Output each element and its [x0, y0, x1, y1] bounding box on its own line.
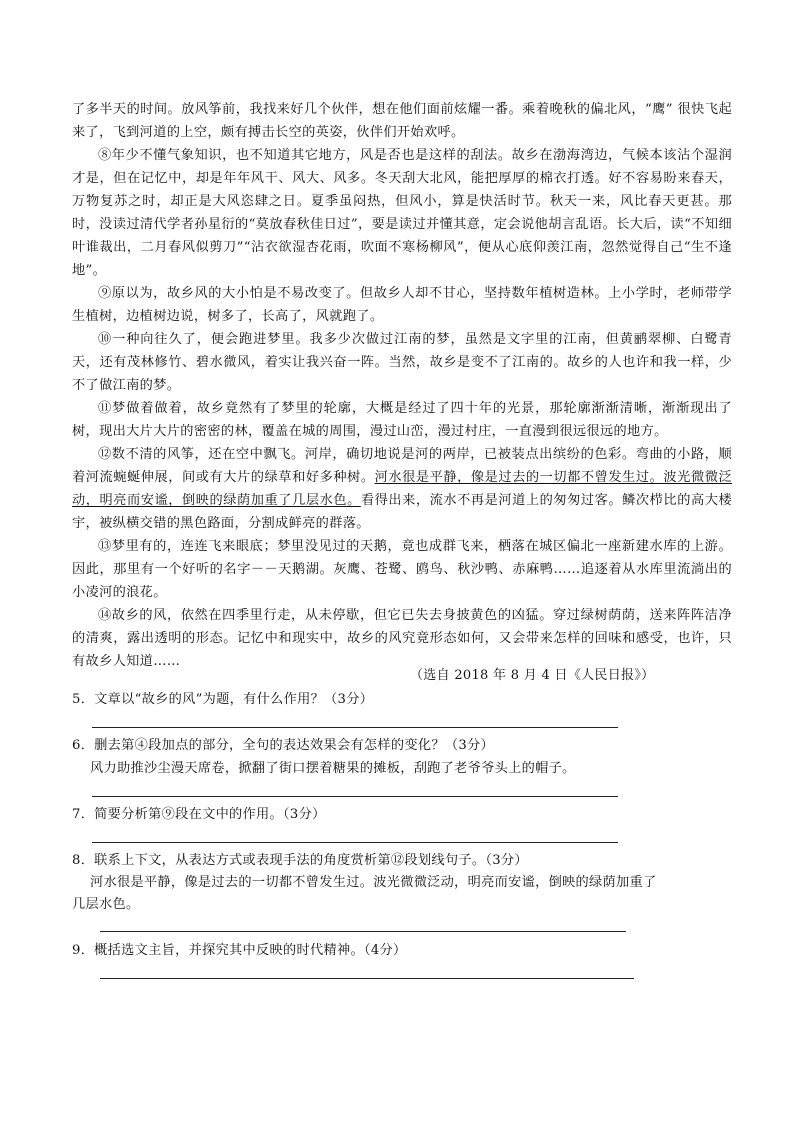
paragraph-9: ⑨原以为，故乡风的大小怕是不易改变了。但故乡人却不甘心，坚持数年植树造林。上小学时，老师带学生植树，边植树边说，树多了，长高了，风就跑了。: [72, 286, 732, 325]
question-6: 6．删去第④段加点的部分，全句的表达效果会有怎样的变化？（3分）: [72, 738, 495, 753]
article-source: （选自 2018 年 8 月 4 日《人民日报》）: [410, 668, 655, 683]
question-8-quote: 河水很是平静，像是过去的一切都不曾发生过。波光微微泛动，明亮而安谧，倒映的绿荫加重了几层水色。: [72, 875, 657, 912]
paragraph-8: ⑧年少不懂气象知识，也不知道其它地方，风是否也是这样的刮法。故乡在渤海湾边，气候本该沾个湿润才是，但在记忆中，却是年年风干、风大、风多。冬天刮大北风，能把厚厚的棉衣打透。好不容易盼来春天，万物复苏之时，却正是大风恣肆之日。夏季虽闷热，但风小，算是快活时节。秋天一来，风比春天更甚。那时，没读过清代学者孙星衍的“莫放春秋佳日过”，要是读过并懂其意，定会说他胡言乱语。长大后，读“不知细叶谁裁出，二月春风似剪刀”“沾衣欲湿杏花雨，吹面不寒杨柳风”，便从心底仰羡江南，忽然觉得自己“生不逢地”。: [72, 148, 732, 279]
answer-line-q6[interactable]: [92, 796, 618, 797]
answer-line-q7[interactable]: [92, 842, 618, 843]
question-9: 9．概括选文主旨，并探究其中反映的时代精神。（4分）: [72, 943, 407, 958]
question-6-quote: 风力助推沙尘漫天席卷，掀翻了街口摆着糖果的摊板，刮跑了老爷爷头上的帽子。: [90, 761, 576, 776]
paragraph-continued: 了多半天的时间。放风筝前，我找来好几个伙伴，想在他们面前炫耀一番。乘着晚秋的偏北风，“鹰” 很快飞起来了，飞到河道的上空，颇有搏击长空的英姿，伙伴们开始欢呼。: [72, 102, 732, 141]
underlined-sentence: 河水很是平静，像是过去的一切都不曾发生过。波光微微泛动，明亮而安谧，倒映的绿荫加重了几层水色。: [72, 470, 732, 509]
paragraph-12-part-a: ⑫数不清的风筝，还在空中飘飞。河岸，确切地说是河的两岸，已被装点出缤纷的色彩。弯曲的小路，顺着河流蜿蜒伸展，间或有大片的绿草和好多种树。: [72, 447, 732, 486]
answer-line-q9[interactable]: [100, 978, 634, 979]
paragraph-13: ⑬梦里有的，连连飞来眼底；梦里没见过的天鹅，竟也成群飞来，栖落在城区偏北一座新建水库的上游。因此，那里有一个好听的名字－－天鹅湖。灰鹰、苍鹭、鸥鸟、秋沙鸭、赤麻鸭……追逐着从水库里流淌出的小凌河的浪花。: [72, 539, 732, 601]
question-5: 5．文章以“故乡的风”为题，有什么作用？（3分）: [72, 692, 374, 707]
question-7: 7．简要分析第⑨段在文中的作用。（3分）: [72, 807, 326, 822]
question-8: 8．联系上下文，从表达方式或表现手法的角度赏析第⑫段划线句子。（3分）: [72, 853, 528, 868]
paragraph-14: ⑭故乡的风，依然在四季里行走，从未停歇，但它已失去身披黄色的凶猛。穿过绿树荫荫，送来阵阵洁净的清爽，露出透明的形态。记忆中和现实中，故乡的风究竟形态如何，又会带来怎样的回味和感受，也许，只有故乡人知道……: [72, 608, 732, 670]
paragraph-12: [72, 443, 732, 535]
paragraph-11: ⑪梦做着做着，故乡竟然有了梦里的轮廓，大概是经过了四十年的光景，那轮廓渐渐清晰，渐渐现出了树，现出大片大片的密密的林，覆盖在城的周围，漫过山峦，漫过村庄，一直漫到很远很远的地方。: [72, 401, 732, 440]
paragraph-12-part-b: 看得出来，流水不再是河道上的匆匆过客。鳞次栉比的高大楼宇，被纵横交错的黑色路面，分割成鲜亮的群落。: [72, 493, 732, 532]
paragraph-10: ⑩一种向往久了，便会跑进梦里。我多少次做过江南的梦，虽然是文字里的江南，但黄鹂翠柳、白鹭青天，还有茂林修竹、碧水微风，着实让我兴奋一阵。当然，故乡是变不了江南的。故乡的人也许和我一样，少不了做江南的梦。: [72, 332, 732, 394]
answer-line-q8[interactable]: [100, 931, 626, 932]
answer-line-q5[interactable]: [92, 727, 618, 728]
